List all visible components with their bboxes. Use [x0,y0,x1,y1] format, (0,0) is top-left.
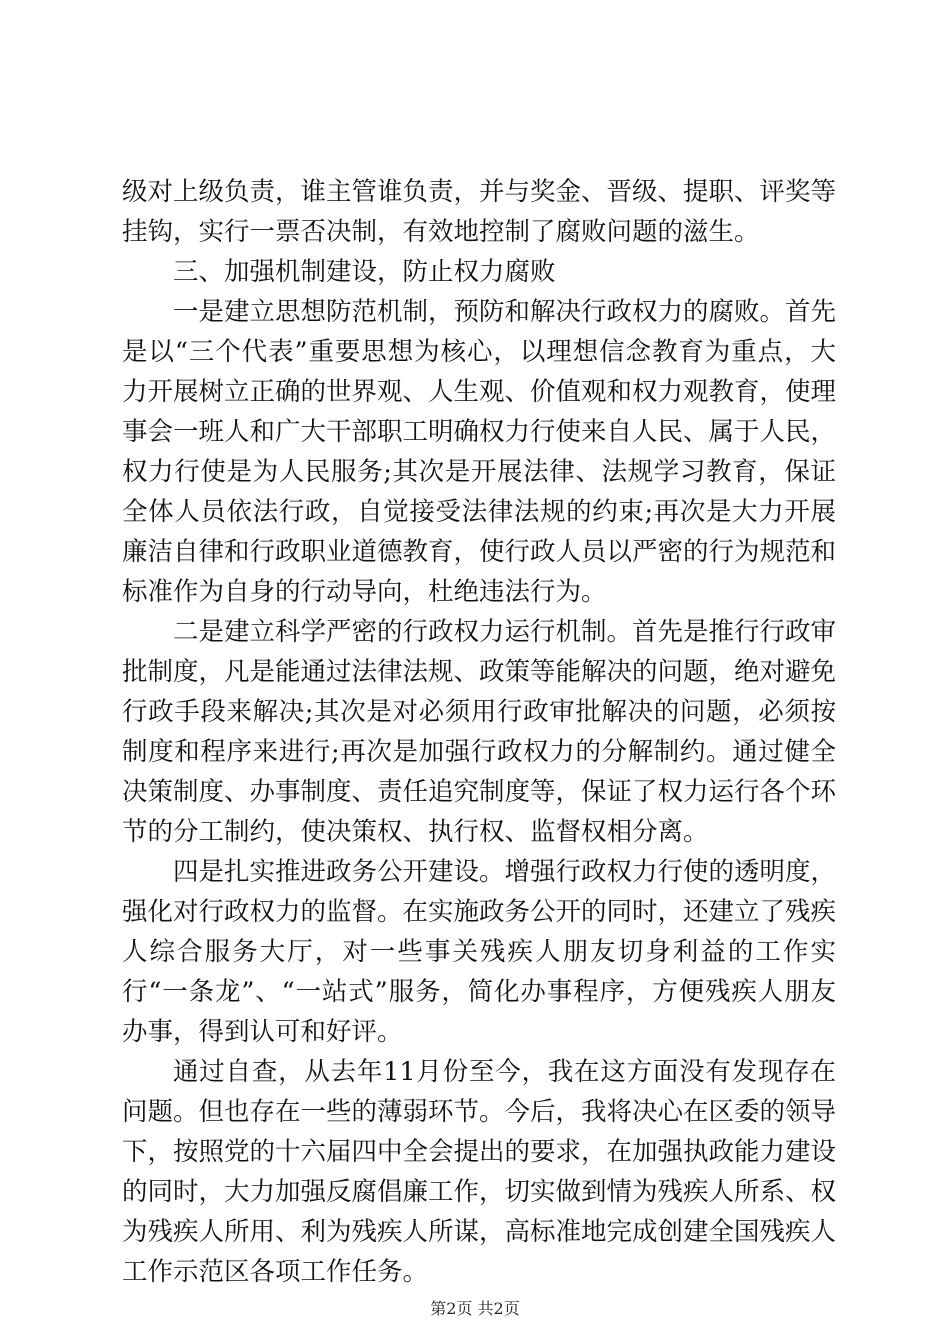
page-number-footer: 第2页 共2页 [430,1299,520,1318]
paragraph-self-inspection: 通过自查，从去年11月份至今，我在这方面没有发现存在问题。但也存在一些的薄弱环节。今后，我将决心在区委的领导下，按照党的十六届四中全会提出的要求，在加强执政能力建设的同时，大力加强反腐倡廉工作，切实做到情为残疾人所系、权为残疾人所用、利为残疾人所谋，高标准地完成创建全国残疾人工作示范区各项工作任务。 [122,1057,837,1287]
paragraph-power-operation: 二是建立科学严密的行政权力运行机制。首先是推行行政审批制度，凡是能通过法律法规、政策等能解决的问题，绝对避免行政手段来解决;其次是对必须用行政审批解决的问题，必须按制度和程序来进行;再次是加强行政权力的分解制约。通过健全决策制度、办事制度、责任追究制度等，保证了权力运行各个环节的分工制约，使决策权、执行权、监督权相分离。 [122,617,837,847]
paragraph-government-affairs: 四是扎实推进政务公开建设。增强行政权力行使的透明度，强化对行政权力的监督。在实施政务公开的同时，还建立了残疾人综合服务大厅，对一些事关残疾人朋友切身利益的工作实行“一条龙”、“一站式”服务，简化办事程序，方便残疾人朋友办事，得到认可和好评。 [122,857,837,1047]
section-heading: 三、加强机制建设，防止权力腐败 [173,257,556,287]
paragraph-continuation: 级对上级负责，谁主管谁负责，并与奖金、晋级、提职、评奖等挂钩，实行一票否决制，有效地控制了腐败问题的滋生。 [122,177,837,247]
document-body [122,172,836,1292]
paragraph-thought-prevention: 一是建立思想防范机制，预防和解决行政权力的腐败。首先是以“三个代表”重要思想为核心，以理想信念教育为重点，大力开展树立正确的世界观、人生观、价值观和权力观教育，使理事会一班人和广大干部职工明确权力行使来自人民、属于人民，权力行使是为人民服务;其次是开展法律、法规学习教育，保证全体人员依法行政，自觉接受法律法规的约束;再次是大力开展廉洁自律和行政职业道德教育，使行政人员以严密的行为规范和标准作为自身的行动导向，杜绝违法行为。 [122,297,837,607]
